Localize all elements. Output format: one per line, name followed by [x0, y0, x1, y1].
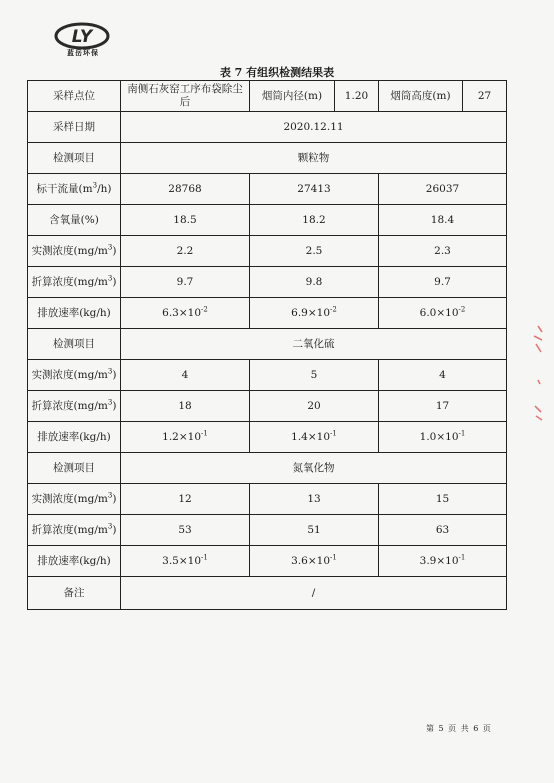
value-mantissa: 6.3×10: [162, 306, 202, 319]
value-exponent: -1: [458, 429, 466, 437]
cell-value: 27413: [250, 174, 379, 205]
cell-value: 4: [121, 360, 250, 391]
cell-label: 采样日期: [28, 112, 121, 143]
label-sup: 3: [107, 491, 113, 499]
value-mantissa: 1.0×10: [419, 430, 459, 443]
cell-value: [379, 422, 507, 453]
label-text-post: ): [112, 399, 117, 412]
cell-value: [250, 298, 379, 329]
cell-diameter-value: 1.20: [335, 81, 379, 112]
value-exponent: -1: [330, 553, 337, 561]
cell-value: 17: [379, 391, 507, 422]
cell-label: 备注: [28, 577, 121, 610]
cell-value: [121, 298, 250, 329]
logo-text: 蓝岳环保: [67, 49, 99, 57]
value-exponent: -1: [330, 429, 337, 437]
cell-item-name: 二氧化硫: [121, 329, 507, 360]
value-mantissa: 3.6×10: [291, 554, 331, 567]
cell-measure-label: [28, 484, 121, 515]
cell-value: 18.2: [250, 205, 379, 236]
cell-item-name: 氮氧化物: [121, 453, 507, 484]
value-exponent: -1: [458, 553, 466, 561]
label-sup: 3: [107, 522, 113, 530]
value-exponent: -2: [201, 305, 208, 313]
cell-location: 南侧石灰窑工序布袋除尘后: [121, 81, 250, 112]
label-sup: 3: [107, 243, 113, 251]
value-mantissa: 6.0×10: [419, 306, 459, 319]
cell-value: 15: [379, 484, 507, 515]
red-stamp-fragment-icon: [532, 322, 544, 442]
cell-measure-label: [28, 236, 121, 267]
cell-measure-label: [28, 360, 121, 391]
cell-value: [379, 546, 507, 577]
value-mantissa: 3.9×10: [419, 554, 459, 567]
cell-date: 2020.12.11: [121, 112, 507, 143]
cell-value: 4: [379, 360, 507, 391]
cell-item-name: 颗粒物: [121, 143, 507, 174]
measurement-row: [28, 422, 507, 453]
value-mantissa: 3.5×10: [162, 554, 202, 567]
cell-value: 2.3: [379, 236, 507, 267]
label-text: 折算浓度(mg/m: [31, 275, 108, 288]
label-sup: 3: [107, 398, 113, 406]
cell-value: 63: [379, 515, 507, 546]
cell-value: [121, 422, 250, 453]
label-text: 实测浓度(mg/m: [31, 244, 108, 257]
cell-value: 9.8: [250, 267, 379, 298]
measurement-row: [28, 298, 507, 329]
cell-value: [379, 298, 507, 329]
cell-measure-label: [28, 205, 121, 236]
label-text: 排放速率(kg/h): [37, 554, 111, 567]
label-sup: 3: [107, 367, 113, 375]
cell-label: 检测项目: [28, 329, 121, 360]
measurement-row: [28, 174, 507, 205]
cell-value: [250, 422, 379, 453]
measurement-row: [28, 484, 507, 515]
cell-measure-label: [28, 391, 121, 422]
cell-label: 检测项目: [28, 453, 121, 484]
cell-label: 采样点位: [28, 81, 121, 112]
cell-value: 2.5: [250, 236, 379, 267]
cell-measure-label: [28, 267, 121, 298]
label-sup: 3: [92, 181, 98, 189]
cell-value: [250, 546, 379, 577]
cell-value: 2.2: [121, 236, 250, 267]
cell-value: 20: [250, 391, 379, 422]
label-text: 排放速率(kg/h): [37, 306, 111, 319]
measurement-row: [28, 515, 507, 546]
cell-value: 18.5: [121, 205, 250, 236]
cell-height-label: 烟筒高度(m): [379, 81, 463, 112]
detection-item-row: [28, 453, 507, 484]
label-text: 排放速率(kg/h): [37, 430, 111, 443]
cell-value: 13: [250, 484, 379, 515]
label-text-post: ): [112, 275, 117, 288]
cell-value: 18.4: [379, 205, 507, 236]
cell-measure-label: [28, 515, 121, 546]
logo-mark-icon: [54, 22, 110, 50]
cell-value: 51: [250, 515, 379, 546]
logo-letters: LY: [71, 27, 93, 47]
page-footer: 第 5 页 共 6 页: [426, 724, 492, 733]
value-exponent: -1: [201, 429, 208, 437]
cell-label: 检测项目: [28, 143, 121, 174]
label-text: 折算浓度(mg/m: [31, 523, 108, 536]
cell-value: 9.7: [379, 267, 507, 298]
cell-measure-label: [28, 422, 121, 453]
cell-value: 5: [250, 360, 379, 391]
sampling-date-row: [28, 112, 507, 143]
label-text-post: ): [112, 244, 117, 257]
cell-value: 9.7: [121, 267, 250, 298]
cell-diameter-label: 烟筒内径(m): [250, 81, 335, 112]
cell-remark: /: [121, 577, 507, 610]
measurement-row: [28, 360, 507, 391]
label-text-post: /h): [97, 182, 112, 195]
table-caption: 表 7 有组织检测结果表: [219, 66, 335, 79]
value-mantissa: 1.2×10: [162, 430, 202, 443]
measurement-row: [28, 267, 507, 298]
value-exponent: -2: [330, 305, 337, 313]
results-table: [27, 80, 507, 610]
detection-item-row: [28, 143, 507, 174]
cell-measure-label: [28, 298, 121, 329]
cell-height-value: 27: [463, 81, 507, 112]
label-text-post: ): [112, 368, 117, 381]
remark-row: [28, 577, 507, 610]
label-text: 实测浓度(mg/m: [31, 368, 108, 381]
measurement-row: [28, 391, 507, 422]
measurement-row: [28, 205, 507, 236]
cell-measure-label: [28, 546, 121, 577]
value-exponent: -1: [201, 553, 208, 561]
cell-value: 12: [121, 484, 250, 515]
sampling-point-row: [28, 81, 507, 112]
cell-value: 53: [121, 515, 250, 546]
detection-item-row: [28, 329, 507, 360]
cell-value: [121, 546, 250, 577]
label-sup: 3: [107, 274, 113, 282]
cell-value: 28768: [121, 174, 250, 205]
label-text: 含氧量(%): [49, 213, 99, 226]
measurement-row: [28, 546, 507, 577]
label-text: 标干流量(m: [36, 182, 93, 195]
measurement-row: [28, 236, 507, 267]
cell-measure-label: [28, 174, 121, 205]
label-text: 折算浓度(mg/m: [31, 399, 108, 412]
cell-value: 18: [121, 391, 250, 422]
cell-value: 26037: [379, 174, 507, 205]
label-text: 实测浓度(mg/m: [31, 492, 108, 505]
stamp-mark: [532, 322, 544, 446]
value-mantissa: 6.9×10: [291, 306, 331, 319]
label-text-post: ): [112, 523, 117, 536]
label-text-post: ): [112, 492, 117, 505]
value-mantissa: 1.4×10: [291, 430, 331, 443]
value-exponent: -2: [458, 305, 466, 313]
